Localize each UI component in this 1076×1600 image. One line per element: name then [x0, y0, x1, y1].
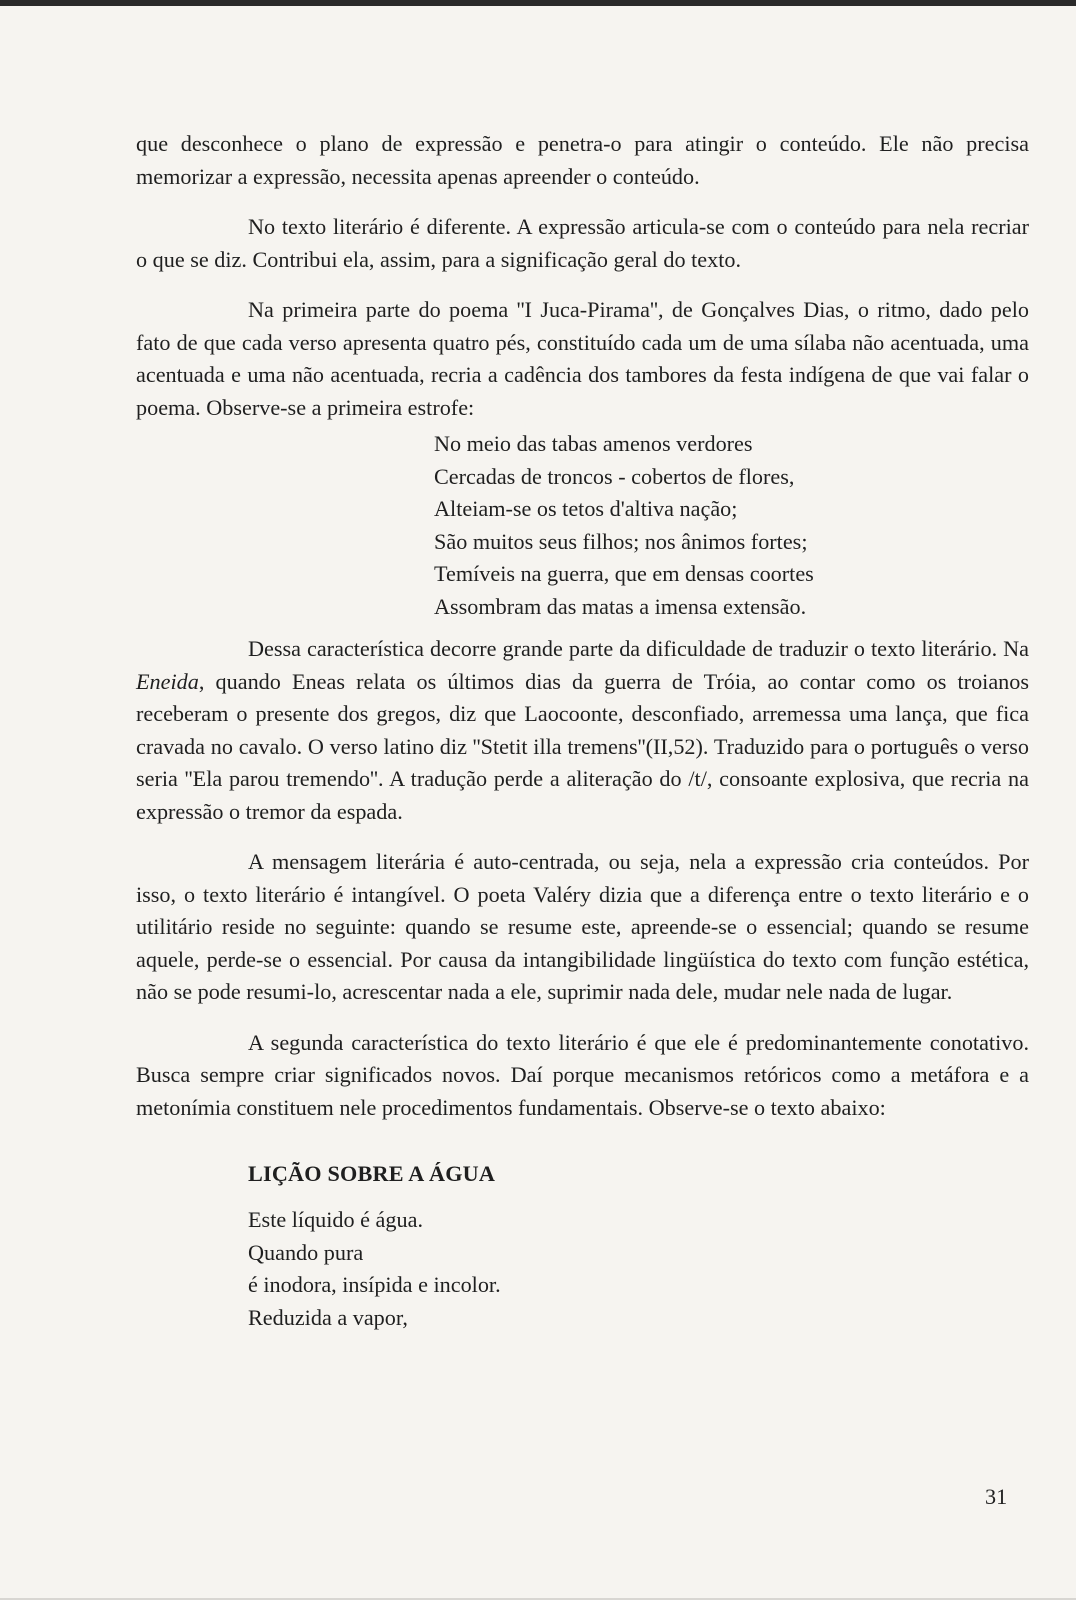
book-page	[136, 128, 1029, 1334]
paragraph-juca-pirama: Na primeira parte do poema ''I Juca-Pirama'', de Gonçalves Dias, o ritmo, dado pelo fato de que cada verso apresenta quatro pés, constituído cada um de uma sílaba não acentuada, uma acentuada e uma não acentuada, recria a cadência dos tambores da festa indígena de que vai falar o poema. Observe-se a primeira estrofe:	[136, 297, 1029, 420]
top-edge-rule	[0, 0, 1076, 6]
poem-verse: São muitos seus filhos; nos ânimos fortes;	[434, 528, 808, 554]
page-number: 31	[985, 1484, 1008, 1509]
poem-verse: Cercadas de troncos - cobertos de flores,	[434, 463, 795, 489]
poem-verse: Temíveis na guerra, que em densas coortes	[434, 561, 814, 586]
paragraph-conotativo: A segunda característica do texto literário é que ele é predominantemente conotativo. Busca sempre criar significados novos. Daí porque mecanismos retóricos como a metáfora e a metonímia constituem nele procedimentos fundamentais. Observe-se o texto abaixo:	[136, 1029, 1029, 1120]
poem-verse: No meio das tabas amenos verdores	[434, 431, 753, 456]
poem-verse: Alteiam-se os tetos d'altiva nação;	[434, 496, 738, 521]
paragraph-continuation: que desconhece o plano de expressão e penetra-o para atingir o conteúdo. Ele não precisa memorizar a expressão, necessita apenas apreender o conteúdo.	[136, 131, 1029, 189]
poem-verse: Assombram das matas a imensa extensão.	[434, 593, 807, 619]
poem-verse: Reduzida a vapor,	[248, 1304, 408, 1330]
paragraph-auto-centrada: A mensagem literária é auto-centrada, ou seja, nela a expressão cria conteúdos. Por isso, o texto literário é intangível. O poeta Valéry dizia que a diferença entre o texto literário e o utilitário reside no seguinte: quando se resume este, apreende-se o essencial; quando se resume aquele, perde-se o essencial. Por causa da intangibilidade lingüística do texto com função estética, não se pode resumi-lo, acrescentar nada a ele, suprimir nada dele, mudar nele nada de lugar.	[136, 849, 1029, 1004]
eneida-title: Eneida	[136, 668, 199, 694]
poem-verse: é inodora, insípida e incolor.	[248, 1272, 501, 1297]
poem-agua	[248, 1204, 1029, 1334]
poem-stanza	[434, 428, 1029, 623]
eneida-text-before: Dessa característica decorre grande parte da dificuldade de traduzir o texto literário. Na	[248, 636, 1029, 661]
paragraph-eneida	[136, 633, 1029, 828]
poem-title: LIÇÃO SOBRE A ÁGUA	[248, 1161, 496, 1186]
eneida-text-after: , quando Eneas relata os últimos dias da guerra de Tróia, ao contar como os troianos receberam o presente dos gregos, diz que Laocoonte, desconfiado, arremessa uma lança, que fica cravada no cavalo. O verso latino diz ''Stetit illa tremens''(II,52). Traduzido para o português o verso seria ''Ela parou tremendo''. A tradução perde a aliteração do /t/, consoante explosiva, que recria na expressão o tremor da espada.	[136, 668, 1029, 824]
poem-verse: Quando pura	[248, 1239, 364, 1265]
paragraph-literary-text: No texto literário é diferente. A expressão articula-se com o conteúdo para nela recriar o que se diz. Contribui ela, assim, para a significação geral do texto.	[136, 214, 1029, 272]
poem-verse: Este líquido é água.	[248, 1207, 423, 1232]
